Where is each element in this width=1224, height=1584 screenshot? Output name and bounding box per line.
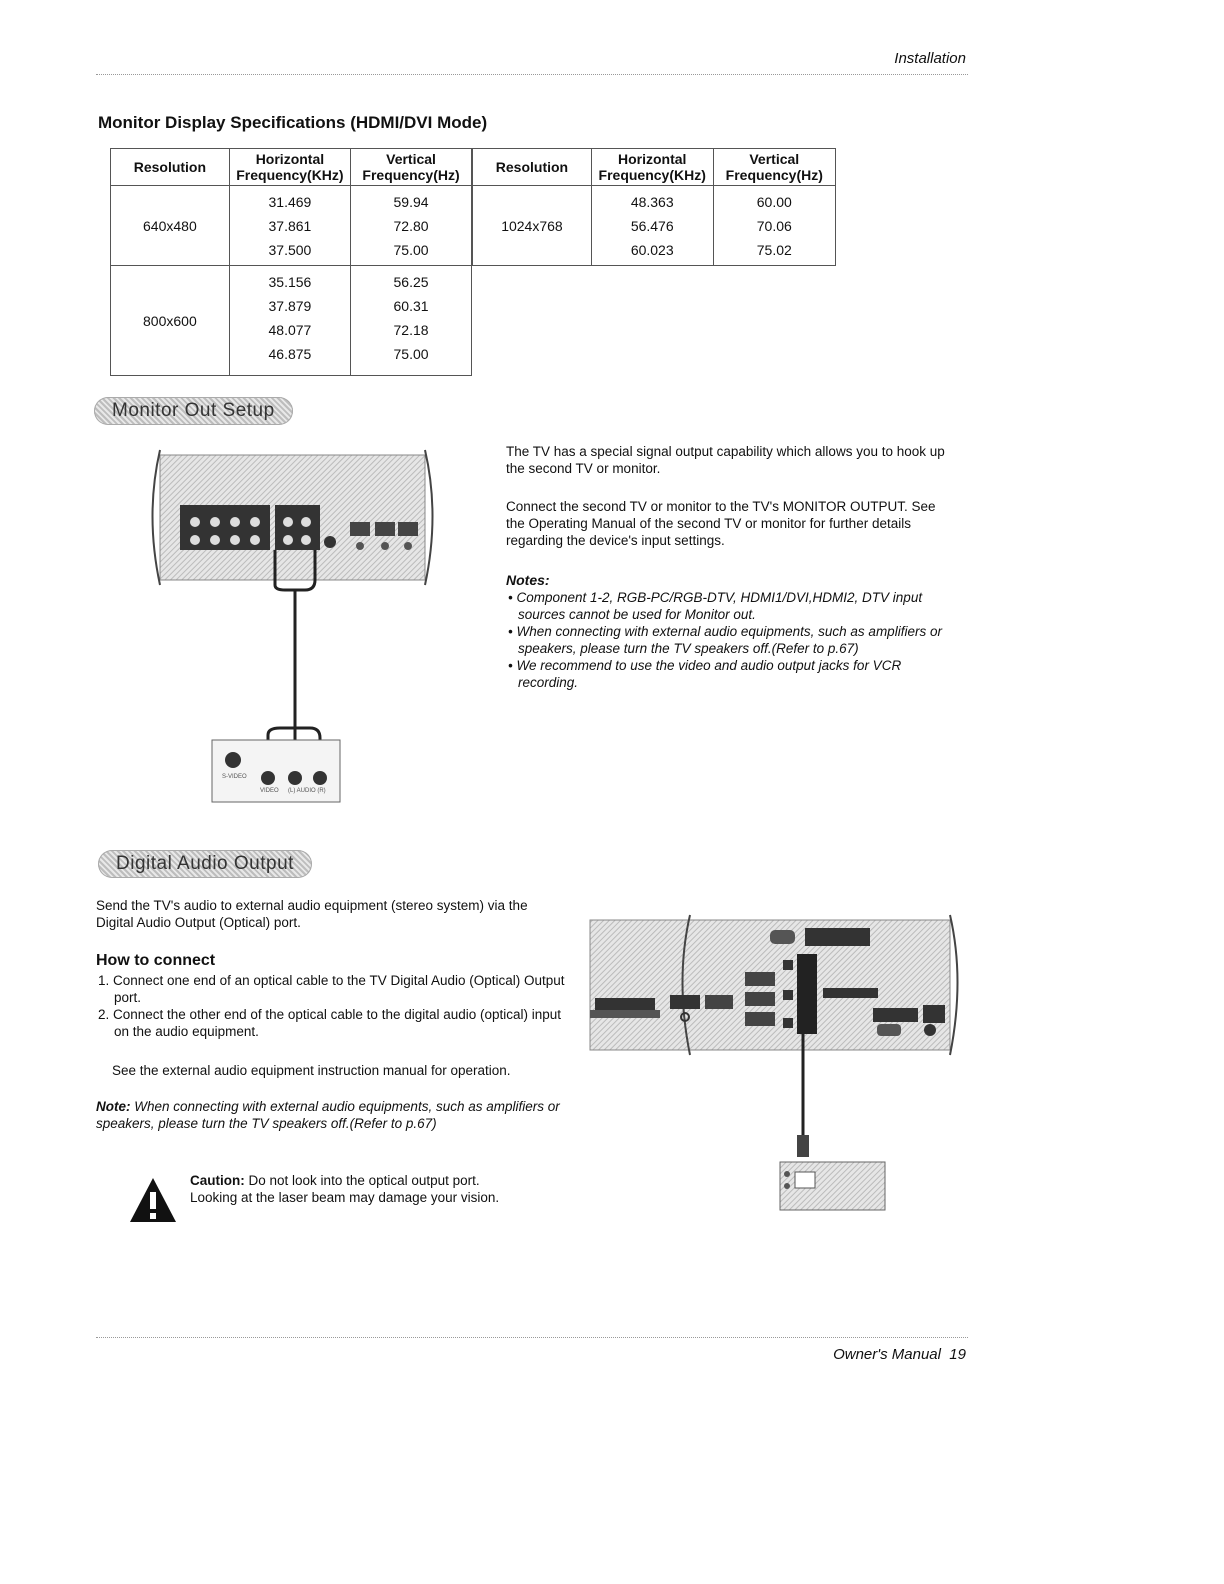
- digital-audio-intro: Send the TV's audio to external audio equipment (stereo system) via the Digital Audio Output (Optical) port.: [96, 898, 528, 930]
- note-block: [96, 1098, 566, 1132]
- vertical-cell: 59.94 72.80 75.00: [351, 186, 472, 266]
- steps-list: [96, 972, 566, 1040]
- notes-title: Notes:: [506, 572, 550, 588]
- col-vertical: Vertical Frequency(Hz): [713, 149, 835, 186]
- video-label: VIDEO: [260, 788, 279, 794]
- monitor-out-diagram: [140, 440, 440, 810]
- horizontal-cell: 48.363 56.476 60.023: [591, 186, 713, 266]
- note-label: Note:: [96, 1099, 131, 1114]
- table-row: [111, 266, 472, 376]
- table-row: [111, 186, 472, 266]
- svideo-label: S-VIDEO: [222, 774, 247, 780]
- note-text: When connecting with external audio equipments, such as amplifiers or speakers, please turn the TV speakers off.(Refer to p.67): [96, 1099, 560, 1131]
- table-header-row: [111, 149, 472, 186]
- col-horizontal: Horizontal Frequency(KHz): [229, 149, 350, 186]
- list-item: • We recommend to use the video and audio output jacks for VCR recording.: [508, 658, 902, 690]
- page-footer: Owner's Manual 19: [833, 1346, 966, 1363]
- list-item: 1. Connect one end of an optical cable to the TV Digital Audio (Optical) Output port.: [98, 973, 565, 1005]
- notes-list: [506, 589, 952, 691]
- footer-rule: [96, 1337, 968, 1338]
- list-item: 2. Connect the other end of the optical cable to the digital audio (optical) input on the audio equipment.: [98, 1007, 562, 1039]
- col-vertical: Vertical Frequency(Hz): [351, 149, 472, 186]
- horizontal-cell: 31.469 37.861 37.500: [229, 186, 350, 266]
- list-item: • When connecting with external audio equipments, such as amplifiers or speakers, please turn the TV speakers off.(Refer to p.67): [508, 624, 942, 656]
- monitor-out-connect: Connect the second TV or monitor to the TV's MONITOR OUTPUT. See the Operating Manual of the second TV or monitor for further details regarding the device's input settings.: [506, 499, 936, 548]
- running-header: Installation: [894, 50, 966, 67]
- caution-text: Do not look into the optical output port. Looking at the laser beam may damage your vision.: [190, 1173, 500, 1205]
- section-tab-digital-audio: Digital Audio Output: [98, 850, 312, 878]
- vertical-cell: 60.00 70.06 75.02: [713, 186, 835, 266]
- caution-label: Caution:: [190, 1173, 245, 1188]
- monitor-out-intro: The TV has a special signal output capability which allows you to hook up the second TV or monitor.: [506, 444, 945, 476]
- col-horizontal: Horizontal Frequency(KHz): [591, 149, 713, 186]
- spec-table-left: [110, 148, 472, 376]
- col-resolution: Resolution: [111, 149, 230, 186]
- table-row: [473, 186, 836, 266]
- spec-table-right: [472, 148, 836, 266]
- howto-title: How to connect: [96, 952, 216, 969]
- resolution-cell: 1024x768: [473, 186, 592, 266]
- header-rule: [96, 74, 968, 75]
- caution-block: [190, 1172, 530, 1206]
- warning-icon: [128, 1176, 178, 1224]
- horizontal-cell: 35.156 37.879 48.077 46.875: [229, 266, 350, 376]
- spec-heading: Monitor Display Specifications (HDMI/DVI Mode): [98, 113, 488, 132]
- section-tab-monitor-out: Monitor Out Setup: [94, 397, 293, 425]
- col-resolution: Resolution: [473, 149, 592, 186]
- table-header-row: [473, 149, 836, 186]
- audio-label: (L) AUDIO (R): [288, 788, 326, 794]
- see-manual: See the external audio equipment instruction manual for operation.: [112, 1063, 511, 1078]
- list-item: • Component 1-2, RGB-PC/RGB-DTV, HDMI1/DVI,HDMI2, DTV input sources cannot be used for Monitor out.: [508, 590, 923, 622]
- resolution-cell: 640x480: [111, 186, 230, 266]
- vertical-cell: 56.25 60.31 72.18 75.00: [351, 266, 472, 376]
- digital-audio-diagram: [585, 910, 965, 1215]
- resolution-cell: 800x600: [111, 266, 230, 376]
